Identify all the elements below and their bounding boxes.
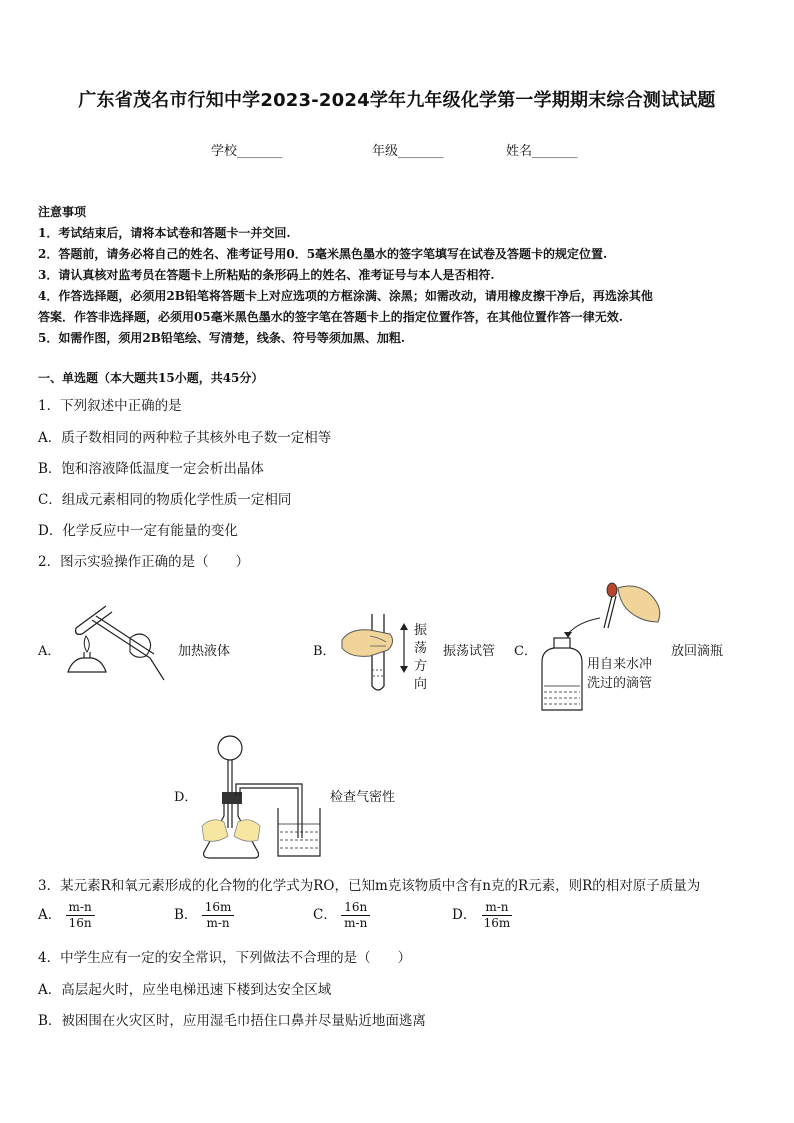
notice-item: 3．请认真核对监考员在答题卡上所粘贴的条形码上的姓名、准考证号与本人是否相符.: [38, 268, 495, 282]
option-d-letter: D．: [174, 790, 198, 805]
shaking-tube-figure: [340, 612, 402, 696]
fraction: $\frac{16n}{m-n}$: [341, 900, 370, 931]
option-c-label: 放回滴瓶: [671, 644, 724, 659]
page-title: 广东省茂名市行知中学2023-2024学年九年级化学第一学期期末综合测试试题: [78, 90, 716, 111]
name-blank: _______: [532, 144, 578, 159]
option-b-label: 振荡试管: [443, 644, 496, 659]
option-d-label: 检查气密性: [330, 790, 396, 805]
name-field: [506, 140, 578, 159]
question-1-option: D．化学反应中一定有能量的变化: [38, 523, 238, 539]
grade-label: 年级: [372, 144, 399, 159]
question-4-option: A．高层起火时，应坐电梯迅速下楼到达安全区域: [38, 982, 332, 998]
school-blank: _______: [237, 144, 283, 159]
question-1-option: A．质子数相同的两种粒子其核外电子数一定相等: [38, 430, 332, 446]
shake-direction-label: 振 荡 方 向: [414, 623, 428, 692]
question-1-stem: 1．下列叙述中正确的是: [38, 398, 182, 414]
school-label: 学校: [211, 144, 238, 159]
fraction: $\frac{16m}{m-n}$: [202, 900, 235, 931]
notice-item: 2．答题前，请务必将自己的姓名、准考证号用0．5毫米黑色墨水的签字笔填写在试卷及答题卡的规定位置.: [38, 247, 608, 261]
section-heading: 一、单选题（本大题共15小题，共45分）: [38, 371, 264, 385]
name-label: 姓名: [506, 144, 533, 159]
question-3-option: C． $\frac{16n}{m-n}$: [313, 900, 370, 931]
fraction: $\frac{m-n}{16m}$: [483, 900, 511, 930]
notice-item: 1．考试结束后，请将本试卷和答题卡一并交回.: [38, 226, 291, 240]
option-b-letter: B．: [313, 644, 336, 659]
question-2-stem: 2．图示实验操作正确的是（ ）: [38, 554, 250, 570]
airtightness-check-figure: [198, 734, 322, 860]
option-c-note: 用自来水冲 洗过的滴管: [587, 657, 653, 691]
question-1-option: C．组成元素相同的物质化学性质一定相同: [38, 492, 292, 508]
notice-heading: 注意事项: [38, 205, 87, 219]
school-field: [211, 140, 283, 159]
question-3-option: D． $\frac{m-n}{16m}$: [452, 900, 513, 931]
question-1-option: B．饱和溶液降低温度一定会析出晶体: [38, 461, 264, 477]
heating-liquid-figure: [58, 600, 170, 684]
notice-item: 答案．作答非选择题，必须用05毫米黑色墨水的签字笔在答题卡上的指定位置作答，在其他位置作答一律无效.: [38, 310, 623, 324]
question-3-stem: 3．某元素R和氧元素形成的化合物的化学式为RO，已知m克该物质中含有n克的R元素，则R的相对原子质量为: [38, 878, 701, 894]
notice-item: 5．如需作图，须用2B铅笔绘、写清楚，线条、符号等须加黑、加粗.: [38, 331, 406, 345]
shake-direction-arrow-icon: [399, 622, 409, 674]
question-4-stem: 4．中学生应有一定的安全常识，下列做法不合理的是（ ）: [38, 950, 412, 966]
notice-item: 4．作答选择题，必须用2B铅笔将答题卡上对应选项的方框涂满、涂黑；如需改动，请用橡皮擦干净后，再选涂其他: [38, 289, 653, 303]
grade-field: [372, 140, 444, 159]
fraction: $\frac{m-n}{16n}$: [66, 900, 95, 931]
question-4-option: B．被困围在火灾区时，应用湿毛巾捂住口鼻并尽量贴近地面逃离: [38, 1013, 426, 1029]
grade-blank: _______: [398, 144, 444, 159]
option-a-label: 加热液体: [178, 644, 231, 659]
option-c-letter: C．: [514, 644, 537, 659]
question-3-option: A． $\frac{m-n}{16n}$: [38, 900, 95, 931]
option-a-letter: A．: [38, 644, 61, 659]
question-3-option: B． $\frac{16m}{m-n}$: [174, 900, 234, 931]
dropper-bottle-figure: [538, 582, 670, 714]
